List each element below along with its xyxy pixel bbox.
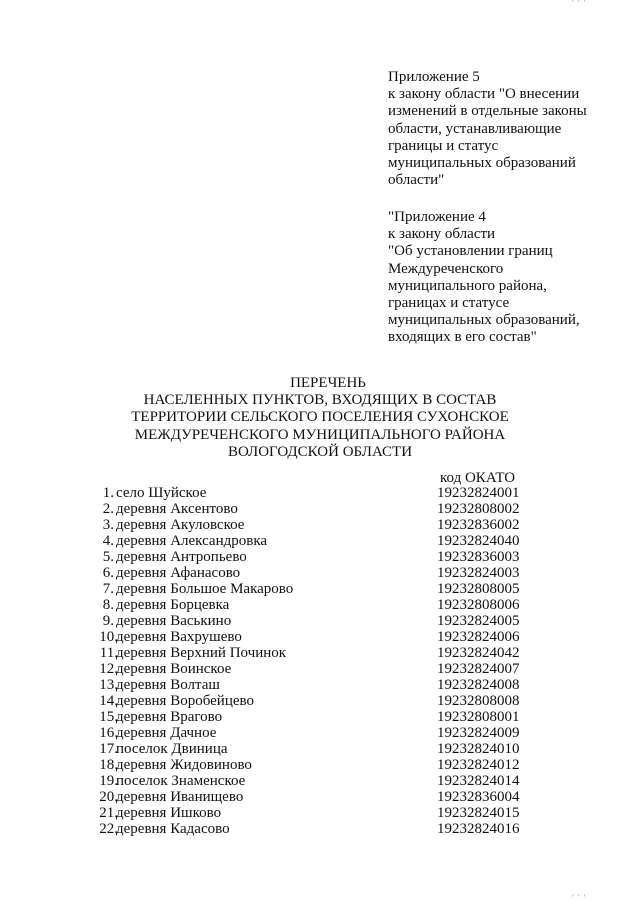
okato-code: 19232824042 xyxy=(437,645,520,661)
settlement-number: 10. xyxy=(99,629,118,645)
annex-4-line: входящих в его состав" xyxy=(388,329,537,346)
settlement-row xyxy=(94,693,594,709)
okato-code: 19232824012 xyxy=(437,757,520,773)
settlement-number: 1. xyxy=(102,485,114,501)
settlement-name: поселок Двиница xyxy=(116,741,228,757)
settlement-name: деревня Иванищево xyxy=(116,789,244,805)
scan-mark-top: ' ' ' xyxy=(572,0,587,8)
settlement-number: 18. xyxy=(99,757,118,773)
settlement-name: деревня Воробейцево xyxy=(116,693,254,709)
settlement-row xyxy=(94,485,594,501)
okato-code: 19232824015 xyxy=(437,805,520,821)
settlement-name: деревня Афанасово xyxy=(116,565,241,581)
okato-code: 19232824014 xyxy=(437,773,520,789)
title-line: ТЕРРИТОРИИ СЕЛЬСКОГО ПОСЕЛЕНИЯ СУХОНСКОЕ xyxy=(131,409,509,426)
settlement-number: 3. xyxy=(102,517,114,533)
settlement-row xyxy=(94,821,594,837)
settlement-row xyxy=(94,613,594,629)
settlement-list xyxy=(94,485,594,837)
annex-5-line: муниципальных образований xyxy=(388,155,576,172)
annex-5-line: области" xyxy=(388,172,445,189)
annex-4-line: Междуреченского xyxy=(388,260,504,277)
settlement-name: деревня Большое Макарово xyxy=(116,581,294,597)
settlement-row xyxy=(94,581,594,597)
settlement-number: 8. xyxy=(102,597,114,613)
settlement-name: деревня Аксентово xyxy=(116,501,238,517)
settlement-row xyxy=(94,597,594,613)
annex-4-header xyxy=(388,209,618,347)
annex-4-line: к закону области xyxy=(388,226,496,243)
settlement-row xyxy=(94,661,594,677)
settlement-name: деревня Акуловское xyxy=(116,517,245,533)
annex-5-line: Приложение 5 xyxy=(388,69,480,85)
settlement-number: 17. xyxy=(99,741,118,757)
title-heading: ПЕРЕЧЕНЬ xyxy=(290,375,366,391)
settlement-name: деревня Александровка xyxy=(116,533,268,549)
settlement-row xyxy=(94,565,594,581)
settlement-number: 16. xyxy=(99,725,118,741)
okato-code: 19232824016 xyxy=(437,821,520,837)
settlement-name: деревня Жидовиново xyxy=(116,757,252,773)
settlement-row xyxy=(94,725,594,741)
settlement-number: 22. xyxy=(99,821,118,837)
settlement-row xyxy=(94,789,594,805)
annex-5-line: области, устанавливающие xyxy=(388,120,562,137)
okato-code: 19232836004 xyxy=(437,789,520,805)
settlement-row xyxy=(94,629,594,645)
settlement-name: деревня Врагово xyxy=(116,709,223,725)
settlement-row xyxy=(94,757,594,773)
okato-column-header: код ОКАТО xyxy=(440,470,516,486)
okato-code: 19232824001 xyxy=(437,485,520,501)
settlement-number: 5. xyxy=(102,549,114,565)
settlement-number: 4. xyxy=(102,533,114,549)
settlement-name: деревня Воинское xyxy=(116,661,232,677)
settlement-row xyxy=(94,645,594,661)
okato-code: 19232808002 xyxy=(437,501,520,517)
settlement-row xyxy=(94,533,594,549)
settlement-name: деревня Антропьево xyxy=(116,549,247,565)
settlement-number: 12. xyxy=(99,661,118,677)
okato-code: 19232836002 xyxy=(437,517,520,533)
settlement-name: деревня Верхний Починок xyxy=(116,645,287,661)
settlement-number: 2. xyxy=(102,501,114,517)
settlement-row xyxy=(94,517,594,533)
okato-code: 19232824010 xyxy=(437,741,520,757)
settlement-name: деревня Волташ xyxy=(116,677,220,693)
settlement-name: поселок Знаменское xyxy=(116,773,246,789)
annex-4-line: муниципального района, xyxy=(388,277,547,294)
settlement-number: 14. xyxy=(99,693,118,709)
settlement-row xyxy=(94,709,594,725)
annex-5-line: к закону области "О внесении xyxy=(388,86,580,103)
settlement-row xyxy=(94,741,594,757)
okato-code: 19232808006 xyxy=(437,597,520,613)
annex-5-line: границы и статус xyxy=(388,137,499,154)
okato-code: 19232824005 xyxy=(437,613,520,629)
okato-code: 19232824006 xyxy=(437,629,520,645)
okato-code: 19232836003 xyxy=(437,549,520,565)
settlement-name: деревня Васькино xyxy=(116,613,232,629)
scan-mark-bottom: ' ' ' xyxy=(572,893,587,903)
okato-code: 19232808005 xyxy=(437,581,520,597)
okato-code: 19232824009 xyxy=(437,725,520,741)
settlement-number: 7. xyxy=(102,581,114,597)
annex-4-line: границах и статусе xyxy=(388,295,510,312)
settlement-number: 19. xyxy=(99,773,118,789)
settlement-name: деревня Кадасово xyxy=(116,821,230,837)
settlement-row xyxy=(94,549,594,565)
settlement-number: 20. xyxy=(99,789,118,805)
settlement-name: деревня Борцевка xyxy=(116,597,230,613)
settlement-row xyxy=(94,805,594,821)
settlement-name: село Шуйское xyxy=(116,485,207,501)
settlement-row xyxy=(94,501,594,517)
settlement-row xyxy=(94,677,594,693)
title-line: ВОЛОГОДСКОЙ ОБЛАСТИ xyxy=(227,443,413,460)
settlement-number: 13. xyxy=(99,677,118,693)
title-line: НАСЕЛЕННЫХ ПУНКТОВ, ВХОДЯЩИХ В СОСТАВ xyxy=(143,392,497,409)
settlement-number: 15. xyxy=(99,709,118,725)
annex-5-header xyxy=(388,69,618,189)
okato-code: 19232808001 xyxy=(437,709,520,725)
settlement-number: 11. xyxy=(99,645,118,661)
document-title xyxy=(0,375,640,461)
okato-code: 19232824008 xyxy=(437,677,520,693)
title-line: МЕЖДУРЕЧЕНСКОГО МУНИЦИПАЛЬНОГО РАЙОНА xyxy=(134,426,506,443)
settlement-row xyxy=(94,773,594,789)
okato-code: 19232824040 xyxy=(437,533,520,549)
settlement-number: 6. xyxy=(102,565,114,581)
settlement-name: деревня Дачное xyxy=(116,725,217,741)
okato-code: 19232824003 xyxy=(437,565,520,581)
annex-4-line: "Об установлении границ xyxy=(388,243,553,260)
annex-4-line: "Приложение 4 xyxy=(388,209,486,225)
settlement-name: деревня Ишково xyxy=(116,805,222,821)
settlement-number: 21. xyxy=(99,805,118,821)
settlement-number: 9. xyxy=(102,613,114,629)
annex-4-line: муниципальных образований, xyxy=(388,312,580,329)
settlement-name: деревня Вахрушево xyxy=(116,629,242,645)
annex-5-line: изменений в отдельные законы xyxy=(388,103,587,120)
okato-code: 19232808008 xyxy=(437,693,520,709)
okato-code: 19232824007 xyxy=(437,661,520,677)
